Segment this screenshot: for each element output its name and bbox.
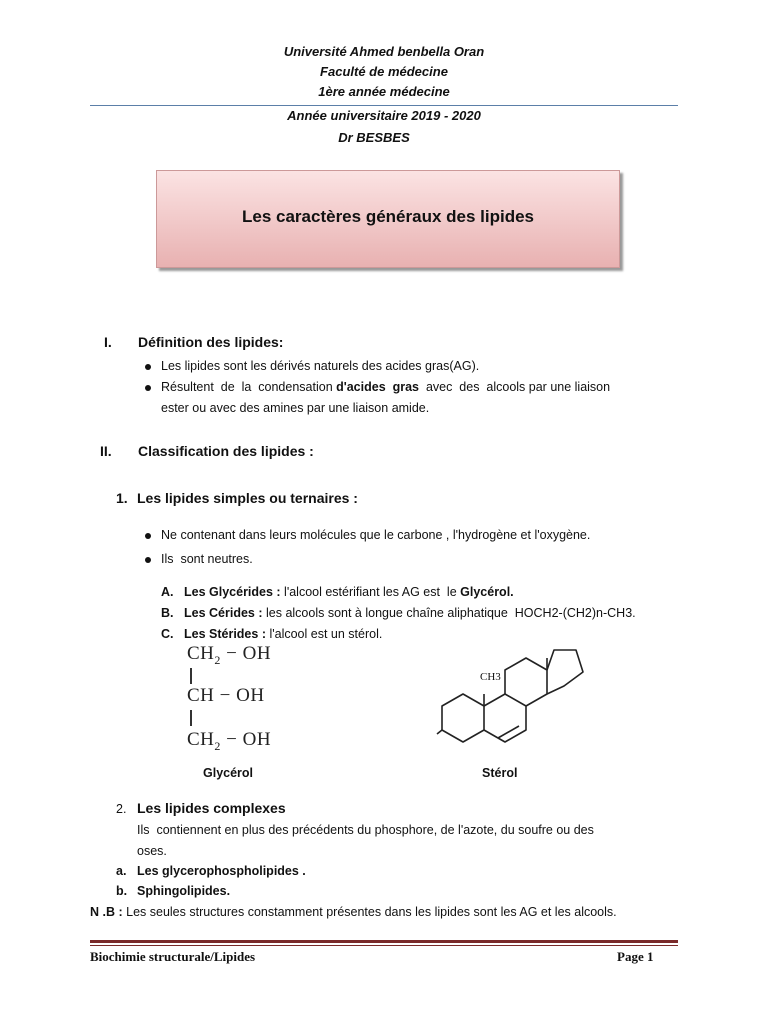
definition-bullet-2: Résultent de la condensation d'acides gras avec des alcools par une liaison (161, 380, 611, 394)
section-2-number: II. (100, 443, 112, 459)
item-b-letter: b. (116, 884, 128, 898)
subsection-2-number: 2. (116, 802, 127, 816)
footer-page-number: Page 1 (617, 949, 654, 964)
item-a-glycerides: Les Glycérides : l'alcool estérifiant les AG est le Glycérol. (184, 585, 514, 599)
bullet-icon (145, 385, 151, 391)
study-year: 1ère année médecine (318, 84, 450, 99)
bullet-icon (145, 364, 151, 370)
item-c-letter: C. (161, 627, 174, 641)
simple-lipids-bullet-1: Ne contenant dans leurs molécules que le carbone , l'hydrogène et l'oxygène. (161, 528, 591, 542)
nota-bene: N .B : Les seules structures constamment présentes dans les lipides sont les AG et les alcools. (90, 905, 617, 919)
bullet-icon (145, 533, 151, 539)
footer-rule-thin (90, 945, 678, 946)
header-rule (90, 105, 678, 106)
complex-lipids-text: Ils contiennent en plus des précédents du phosphore, de l'azote, du soufre ou des (137, 823, 594, 837)
academic-year: Année universitaire 2019 - 2020 (287, 108, 481, 123)
glycerol-formula-row-2: CH − OH (187, 685, 265, 706)
item-b-letter: B. (161, 606, 174, 620)
footer-rule-thick (90, 940, 678, 943)
footer-course: Biochimie structurale/Lipides (90, 949, 256, 964)
subsection-1-number: 1. (116, 490, 128, 506)
sphingolipides-item: Sphingolipides. (137, 884, 231, 898)
glycerol-bond (190, 710, 192, 726)
university-name: Université Ahmed benbella Oran (283, 44, 485, 59)
complex-lipids-text-cont: oses. (137, 844, 167, 858)
glycerol-label: Glycérol (203, 766, 254, 780)
sterol-label: Stérol (482, 766, 518, 780)
glycerol-bond (190, 668, 192, 684)
item-c-sterides: Les Stérides : l'alcool est un stérol. (184, 627, 383, 641)
glycerol-formula-row-1: $CH_2$ − OH (187, 643, 272, 667)
section-2-heading: Classification des lipides : (138, 443, 314, 459)
faculty-name: Faculté de médecine (320, 64, 448, 79)
ch3-label: CH3 (480, 671, 501, 683)
title-box (156, 170, 620, 268)
glycerophospholipides-item: Les glycerophospholipides . (137, 864, 306, 878)
glycerol-formula-row-3: $CH_2$ − OH (187, 729, 272, 753)
definition-bullet-1: Les lipides sont les dérivés naturels des acides gras(AG). (161, 359, 480, 373)
item-b-cerides: Les Cérides : les alcools sont à longue chaîne aliphatique HOCH2-(CH2)n-CH3. (184, 606, 636, 620)
section-1-number: I. (104, 334, 112, 350)
author: Dr BESBES (338, 130, 410, 145)
subsection-2-heading: Les lipides complexes (137, 800, 286, 816)
page-title: Les caractères généraux des lipides (242, 207, 534, 226)
section-1-heading: Définition des lipides: (138, 334, 284, 350)
bullet-icon (145, 557, 151, 563)
sterol-rings (430, 636, 610, 756)
subsection-1-heading: Les lipides simples ou ternaires : (137, 490, 358, 506)
item-a-letter: a. (116, 864, 127, 878)
definition-bullet-2-cont: ester ou avec des amines par une liaison amide. (161, 401, 430, 415)
item-a-letter: A. (161, 585, 174, 599)
simple-lipids-bullet-2: Ils sont neutres. (161, 552, 253, 566)
